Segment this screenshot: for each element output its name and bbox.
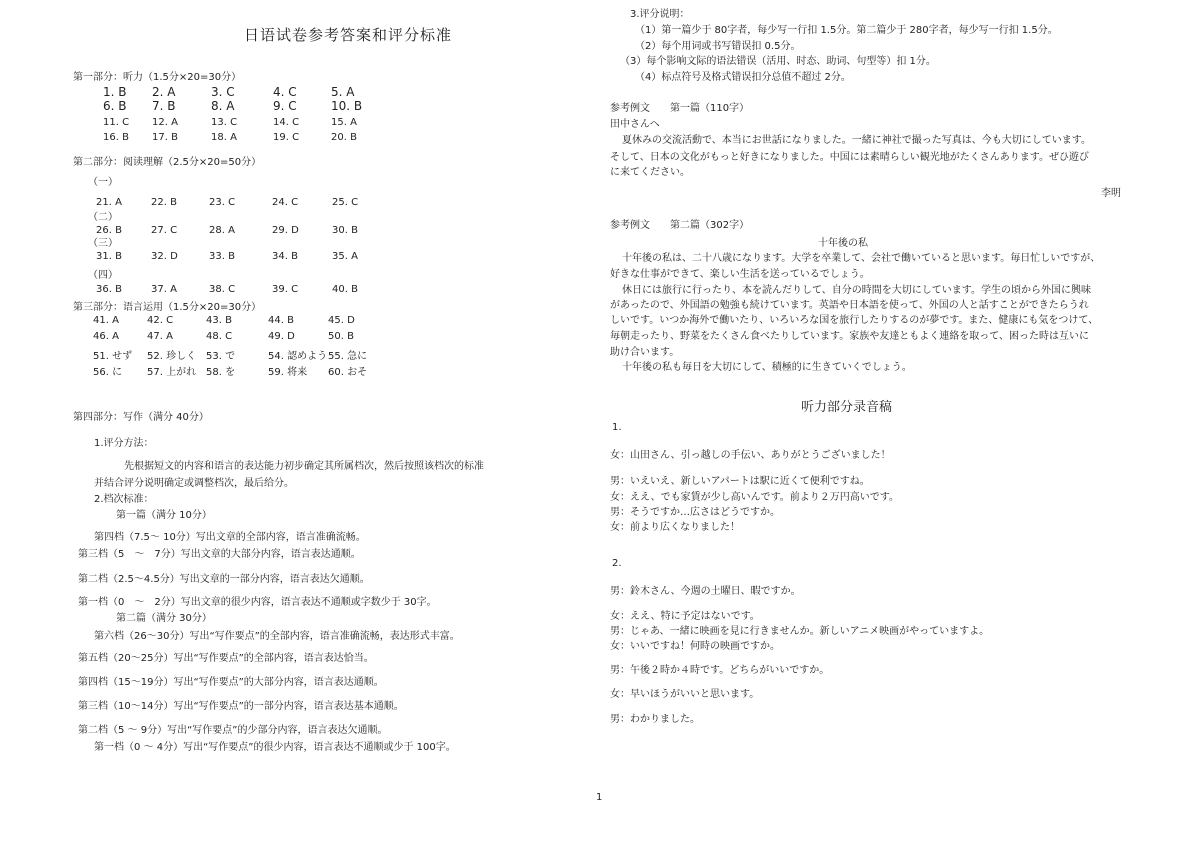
section-label: （四） [88,270,118,281]
answer-item: 56. に [93,367,123,378]
answer-item: 21. A [96,197,122,208]
answer-item: 32. D [151,251,178,262]
answer-item: 2. A [152,85,176,99]
scoring-method-line: 并结合评分说明确定或调整档次，最后给分。 [94,478,294,489]
answer-item: 55. 急に [328,351,368,362]
answer-item: 44. B [268,315,294,326]
answer-item: 40. B [332,284,358,295]
answer-item: 60. おそ [328,367,368,378]
answer-item: 29. D [272,225,299,236]
page-title: 日语试卷参考答案和评分标准 [244,26,453,44]
answer-item: 28. A [209,225,235,236]
answer-item: 34. B [272,251,298,262]
answer-item: 48. C [206,331,233,342]
section-label: （二） [88,212,118,223]
answer-item: 41. A [93,315,119,326]
level-item: 第一档（0 ～ 2分）写出文章的很少内容，语言表达不通顺或字数少于 30字。 [78,597,437,608]
level-item: 第四档（7.5～ 10分）写出文章的全部内容，语言准确流畅。 [94,532,366,543]
answer-item: 51. せず [93,351,133,362]
answer-item: 22. B [151,197,177,208]
dialog-line: 女：いいですね！何時の映画ですか。 [610,641,780,652]
answer-item: 3. C [211,85,235,99]
level-item: 第二档（5 ～ 9分）写出“写作要点”的少部分内容，语言表达欠通顺。 [78,725,388,736]
answer-item: 14. C [273,117,300,128]
level-item: 第三档（10～14分）写出“写作要点”的一部分内容，语言表达基本通顺。 [78,701,404,712]
sample2-line: しいです。いつか海外で働いたり、いろいろな国を旅行したりするのが夢です。また、健康にも気をつけて、 [610,315,1099,326]
dialog-line: 女：ええ、でも家賃が少し高いんです。前より２万円高いです。 [610,492,899,503]
answer-item: 43. B [206,315,232,326]
answer-item: 36. B [96,284,122,295]
answer-item: 49. D [268,331,295,342]
sample2-line: 好きな仕事ができて、楽しい生活を送っているでしょう。 [610,269,870,280]
answer-item: 20. B [331,132,357,143]
dialog-number: 1. [612,422,622,433]
listening-title: 听力部分录音稿 [801,400,893,415]
first-essay-title: 第一篇（满分 10分） [116,510,212,521]
part4-heading: 第四部分：写作（满分 40分） [73,412,209,423]
answer-item: 1. B [103,85,127,99]
answer-item: 25. C [332,197,359,208]
answer-item: 46. A [93,331,119,342]
answer-item: 38. C [209,284,236,295]
section-label: （三） [88,238,118,249]
answer-item: 4. C [273,85,297,99]
answer-item: 15. A [331,117,357,128]
sample1-line: に来てください。 [610,167,690,178]
answer-item: 35. A [332,251,358,262]
answer-item: 13. C [211,117,238,128]
dialog-line: 男：じゃあ、一緒に映画を見に行きませんか。新しいアニメ映画がやっていますよ。 [610,626,990,637]
answer-item: 45. D [328,315,355,326]
answer-item: 17. B [152,132,178,143]
dialog-line: 男：そうですか…広さはどうですか。 [610,507,780,518]
answer-item: 47. A [147,331,173,342]
dialog-line: 男：鈴木さん、今週の土曜日、暇ですか。 [610,586,801,597]
part1-heading: 第一部分：听力（1.5分×20=30分） [73,72,242,83]
sample2-line: があったので、外国語の勉強も続けています。英語や日本語を使って、外国の人と話すことができたらうれ [610,300,1089,311]
answer-item: 9. C [273,99,297,113]
sample2-title: 十年後の私 [818,238,868,249]
answer-item: 10. B [331,99,363,113]
part2-heading: 第二部分：阅读理解（2.5分×20=50分） [73,157,262,168]
answer-item: 26. B [96,225,122,236]
answer-item: 54. 認めよう [268,351,328,362]
note-item: （2）每个用词或书写错误扣 0.5分。 [635,41,801,52]
answer-item: 8. A [211,99,235,113]
level-item: 第二档（2.5～4.5分）写出文章的一部分内容，语言表达欠通顺。 [78,574,370,585]
sample1-line: そして、日本の文化がもっと好きになりました。中国には素晴らしい観光地がたくさんあります。ぜひ遊び [610,152,1089,163]
page-number: 1 [596,792,603,803]
answer-item: 24. C [272,197,299,208]
answer-item: 42. C [147,315,174,326]
sample2-line: 十年後の私も毎日を大切にして、積極的に生きていくでしょう。 [622,362,912,373]
sample2-line: 助け合います。 [610,347,680,358]
scoring-method-line: 先根据短文的内容和语言的表达能力初步确定其所属档次，然后按照该档次的标准 [124,461,484,472]
part3-heading: 第三部分：语言运用（1.5分×20=30分） [73,302,262,313]
sample2-line: 休日には旅行に行ったり、本を読んだりして、自分の時間を大切にしています。学生の頃から外国に興味 [622,285,1091,296]
sample2-line: 毎朝走ったり、野菜をたくさん食べたりしています。家族や友達ともよく連絡を取って、困った時は互いに [610,331,1089,342]
answer-item: 19. C [273,132,300,143]
dialog-line: 男：午後２時か４時です。どちらがいいですか。 [610,665,830,676]
note-item: （4）标点符号及格式错误扣分总值不超过 2分。 [635,72,851,83]
dialog-line: 男：いえいえ、新しいアパートは駅に近くて便利ですね。 [610,476,870,487]
answer-item: 6. B [103,99,127,113]
answer-item: 23. C [209,197,236,208]
level-item: 第五档（20～25分）写出“写作要点”的全部内容，语言表达恰当。 [78,653,374,664]
notes-title: 3.评分说明： [630,9,690,20]
dialog-line: 男：わかりました。 [610,714,700,725]
answer-item: 30. B [332,225,358,236]
dialog-line: 女：山田さん、引っ越しの手伝い、ありがとうございました！ [610,450,891,461]
sample1-salutation: 田中さんへ [610,119,660,130]
level-item: 第六档（26～30分）写出“写作要点”的全部内容，语言准确流畅，表达形式丰富。 [94,631,460,642]
level-item: 第一档（0 ～ 4分）写出“写作要点”的很少内容，语言表达不通顺或少于 100字。 [94,742,456,753]
answer-item: 57. 上がれ [147,367,197,378]
answer-item: 5. A [331,85,355,99]
answer-item: 37. A [151,284,177,295]
sample1-heading: 参考例文 第一篇（110字） [610,103,750,114]
answer-item: 16. B [103,132,129,143]
dialog-line: 女：早いほうがいいと思います。 [610,689,760,700]
answer-item: 39. C [272,284,299,295]
answer-item: 11. C [103,117,130,128]
level-item: 第三档（5 ～ 7分）写出文章的大部分内容，语言表达通顺。 [78,549,361,560]
levels-title: 2.档次标准： [94,494,154,505]
dialog-line: 女：前より広くなりました！ [610,522,740,533]
sample2-line: 十年後の私は、二十八歳になります。大学を卒業して、会社で働いていると思います。毎日忙しいですが、 [622,253,1101,264]
answer-item: 59. 将来 [268,367,308,378]
answer-item: 7. B [152,99,176,113]
answer-item: 53. で [206,351,236,362]
note-item: （1）第一篇少于 80字者，每少写一行扣 1.5分。第二篇少于 280字者，每少写一行扣 1.5分。 [635,25,1058,36]
answer-item: 52. 珍しく [147,351,197,362]
answer-item: 50. B [328,331,354,342]
note-item: （3）每个影响文际的语法错误（活用、时态、助词、句型等）扣 1分。 [620,56,936,67]
answer-item: 31. B [96,251,122,262]
level-item: 第四档（15～19分）写出“写作要点”的大部分内容，语言表达通顺。 [78,677,384,688]
sample1-signature: 李明 [1101,188,1121,199]
answer-item: 12. A [152,117,178,128]
section-label: （一） [88,177,118,188]
sample1-line: 夏休みの交流活動で、本当にお世話になりました。一緒に神社で撮った写真は、今も大切にしています。 [622,135,1091,146]
sample2-heading: 参考例文 第二篇（302字） [610,220,750,231]
answer-item: 33. B [209,251,235,262]
answer-item: 58. を [206,367,236,378]
dialog-number: 2. [612,558,622,569]
scoring-method-title: 1.评分方法： [94,438,154,449]
answer-item: 18. A [211,132,237,143]
answer-item: 27. C [151,225,178,236]
dialog-line: 女：ええ、特に予定はないです。 [610,611,760,622]
second-essay-title: 第二篇（满分 30分） [116,613,212,624]
